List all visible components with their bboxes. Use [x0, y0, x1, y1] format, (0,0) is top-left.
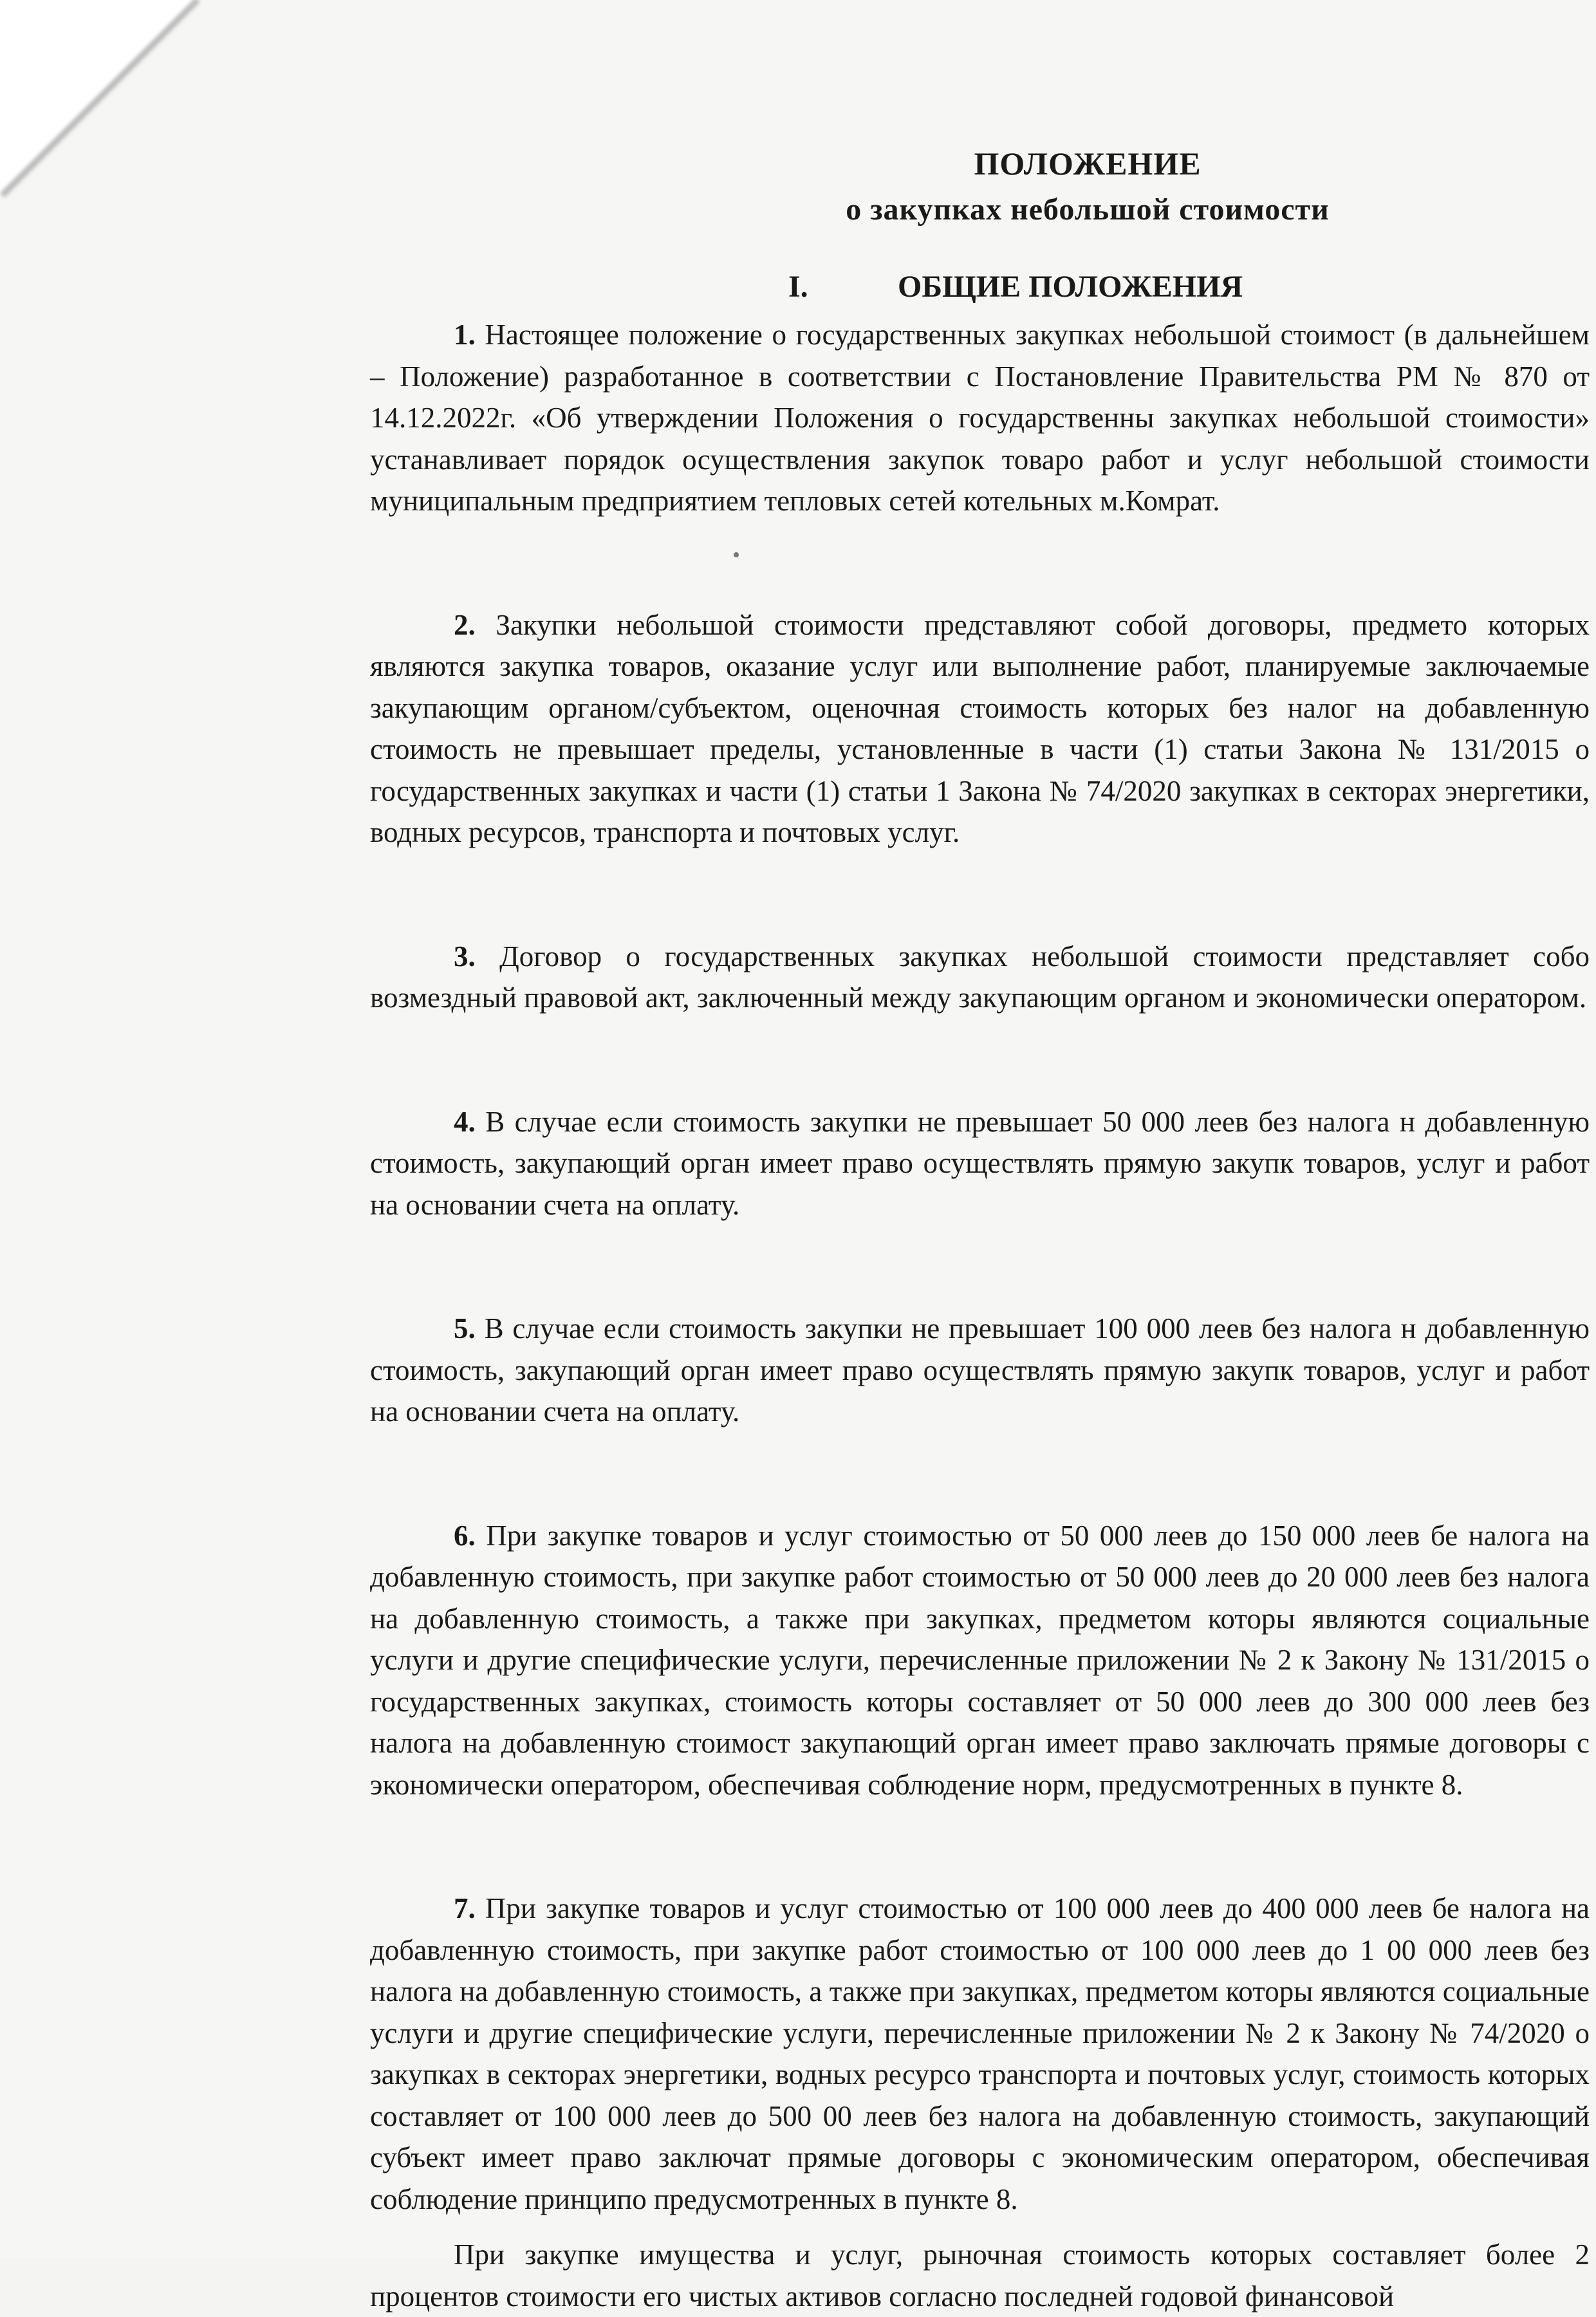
- paragraph-text: Настоящее положение о государственных закупках небольшой стоимост (в дальнейшем – Положение) разработанное в соответствии с Постановление Правительства РМ № 870 от 14.12.2022г. «Об утверждении Положения о государственны закупках небольшой стоимости» устанавливает порядок осуществления закупок товаро работ и услуг небольшой стоимости муниципальным предприятием тепловых сетей котельных м.Комрат.: [370, 319, 1590, 517]
- paragraph-text: Закупки небольшой стоимости представляют собой договоры, предмето которых являются закупка товаров, оказание услуг или выполнение работ, планируемые заключаемые закупающим органом/субъектом, оценочная стоимость которых без налог на добавленную стоимость не превышает пределы, установленные в части (1) статьи Закона № 131/2015 о государственных закупках и части (1) статьи 1 Закона № 74/2020 закупках в секторах энергетики, водных ресурсов, транспорта и почтовых услуг.: [370, 608, 1590, 848]
- paragraph-7: [370, 1888, 1590, 2220]
- paragraph-number: 6.: [454, 1519, 476, 1552]
- paragraph-text: При закупке товаров и услуг стоимостью от 100 000 леев до 400 000 леев бе налога на добавленную стоимость, при закупке работ стоимостью от 100 000 леев до 1 00 000 леев без налога на добавленную стоимость, а также при закупках, предметом которы являются социальные услуги и другие специфические услуги, перечисленные приложении № 2 к Закону № 74/2020 о закупках в секторах энергетики, водных ресурсо транспорта и почтовых услуг, стоимость которых составляет от 100 000 леев до 500 00 леев без налога на добавленную стоимость, закупающий субъект имеет право заключат прямые договоры с экономическим оператором, обеспечивая соблюдение принципо предусмотренных в пункте 8.: [370, 1892, 1590, 2215]
- paragraph-text: При закупке товаров и услуг стоимостью от 50 000 леев до 150 000 леев бе налога на добавленную стоимость, при закупке работ стоимостью от 50 000 леев до 20 000 леев без налога на добавленную стоимость, а также при закупках, предметом которы являются социальные услуги и другие специфические услуги, перечисленные приложении № 2 к Закону № 131/2015 о государственных закупках, стоимость которы составляет от 50 000 леев до 300 000 леев без налога на добавленную стоимост закупающий орган имеет право заключать прямые договоры с экономически оператором, обеспечивая соблюдение норм, предусмотренных в пункте 8.: [370, 1519, 1590, 1801]
- document-body: [370, 314, 1590, 2317]
- document-subtitle: о закупках небольшой стоимости: [846, 192, 1330, 227]
- paragraph-4: [370, 1101, 1590, 1226]
- paragraph-5: [370, 1308, 1590, 1433]
- section-title: ОБЩИЕ ПОЛОЖЕНИЯ: [898, 270, 1243, 304]
- paragraph-number: 1.: [454, 319, 476, 351]
- paragraph-1: [370, 314, 1590, 522]
- paragraph-3: [370, 936, 1590, 1019]
- paragraph-number: 3.: [454, 940, 476, 972]
- section-heading: [788, 269, 1432, 304]
- paragraph-2: [370, 604, 1590, 853]
- paragraph-number: 4.: [454, 1105, 476, 1138]
- paragraph-number: 5.: [454, 1312, 476, 1345]
- document-title: ПОЛОЖЕНИЕ: [974, 145, 1202, 181]
- scan-speck: [734, 552, 739, 557]
- paragraph-text: В случае если стоимость закупки не превышает 100 000 леев без налога н добавленную стоимость, закупающий орган имеет право осуществлять прямую закупк товаров, услуг и работ на основании счета на оплату.: [370, 1312, 1590, 1428]
- paragraph-6: [370, 1515, 1590, 1806]
- paragraph-text: Договор о государственных закупках небольшой стоимости представляет собо возмездный правовой акт, заключенный между закупающим органом и экономически оператором.: [370, 940, 1590, 1014]
- paragraph-text: В случае если стоимость закупки не превышает 50 000 леев без налога н добавленную стоимость, закупающий орган имеет право осуществлять прямую закупк товаров, услуг и работ на основании счета на оплату.: [370, 1105, 1590, 1221]
- paragraph-text: При закупке имущества и услуг, рыночная стоимость которых составляет более 2 процентов стоимости его чистых активов согласно последней годовой финансовой: [370, 2238, 1590, 2312]
- paragraph-number: 2.: [454, 608, 476, 641]
- paragraph-continuation: [370, 2234, 1590, 2317]
- section-number: I.: [788, 270, 808, 304]
- paragraph-number: 7.: [454, 1892, 476, 1924]
